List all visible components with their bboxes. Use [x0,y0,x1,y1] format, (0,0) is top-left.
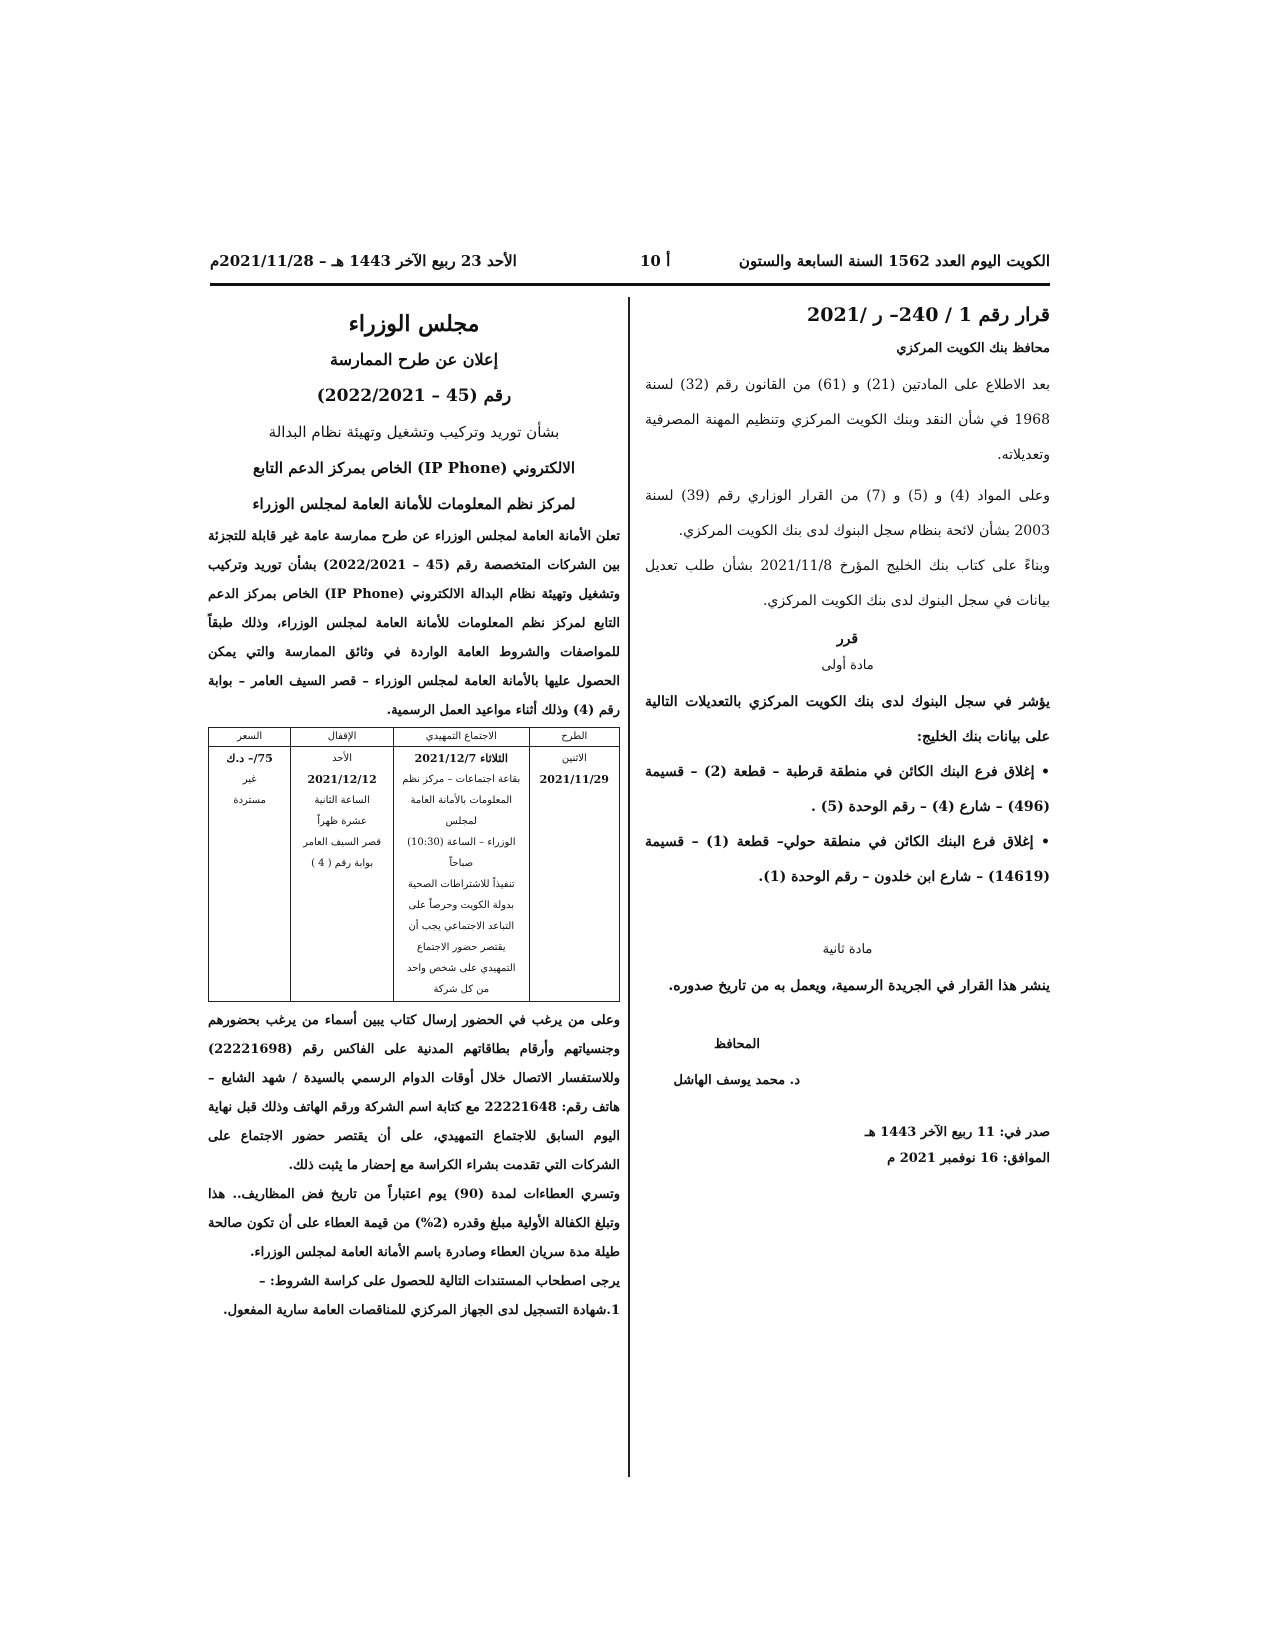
header-closing: الإقفال [291,728,394,747]
price-line: غير [242,774,257,785]
meeting-cell [393,747,529,1002]
closing-cell [291,747,394,1002]
closing-line: عشرة ظهراً [317,816,367,827]
governor-name: د. محمد يوسف الهاشل [673,1073,800,1088]
closing-line: 2021/12/12 [307,773,377,786]
tender-documents-paragraph: يرجى اصطحاب المستندات التالية للحصول على كراسة الشروط: – [258,1274,620,1289]
page-header [210,252,1050,278]
decree-preamble-1: بعد الاطلاع على المادتين (21) و (61) من القانون رقم (32) لسنة 1968 في شأن النقد وبنك الكويت المركزي وتنظيم المهنة المصرفية وتعديلاته. [645,377,1050,463]
header-issue: الكويت اليوم العدد 1562 السنة السابعة والستون [738,252,1050,270]
decree-issuer: محافظ بنك الكويت المركزي [896,341,1050,356]
price-line: مستردة [233,795,266,806]
meeting-line: يقتصر حضور الاجتماع [416,942,506,953]
article-1-bullet-1: • إغلاق فرع البنك الكائن في منطقة قرطبة – قطعة (2) – قسيمة (496) – شارع (4) – رقم الوحدة (5) . [645,764,1050,815]
header-date: الأحد 23 ربيع الآخر 1443 هـ – 2021/11/28م [210,252,517,270]
article-2-text: ينشر هذا القرار في الجريدة الرسمية، ويعمل به من تاريخ صدوره. [668,978,1050,994]
header-page-number: أ 10 [640,252,671,270]
tender-documents-item-1: 1.شهادة التسجيل لدى الجهاز المركزي للمناقصات العامة سارية المفعول. [223,1303,620,1318]
table-row [209,747,620,1002]
release-cell [529,747,619,1002]
council-title: مجلس الوزراء [348,311,480,337]
tender-intro: تعلن الأمانة العامة لمجلس الوزراء عن طرح ممارسة عامة غير قابلة للتجزئة بين الشركات المتخصصة رقم (45 – 2022/2021) بشأن توريد وتركيب وتشغيل وتهيئة نظام البدالة الالكتروني (IP Phone) الخاص بمركز الدعم التابع لمركز نظم المعلومات للأمانة العامة لمجلس الوزراء، وذلك طبقاً للمواصفات والشروط العامة الواردة في وثائق الممارسة والتي يمكن الحصول عليها بالأمانة العامة لمجلس الوزراء – قصر السيف العامر – بوابة رقم (4) وذلك أثناء مواعيد العمل الرسمية. [208,529,620,718]
tender-schedule-table [208,727,620,1002]
meeting-line: بدولة الكويت وحرصاً على [408,900,515,911]
table-header-row [209,728,620,747]
meeting-line: بقاعة اجتماعات – مركز نظم [402,774,521,785]
release-day: الاثنين [561,753,587,764]
header-release: الطرح [529,728,619,747]
corresponding-date: الموافق: 16 نوفمبر 2021 م [887,1151,1050,1166]
article-1-text: يؤشر في سجل البنوك لدى بنك الكويت المركزي بالتعديلات التالية على بيانات بنك الخليج: [645,694,1050,745]
decree-column [645,300,1050,1172]
tender-column [208,306,620,1325]
decree-preamble-2: وعلى المواد (4) و (5) و (7) من القرار الوزاري رقم (39) لسنة 2003 بشأن لائحة بنظام سجل البنوك لدى بنك الكويت المركزي. [645,488,1050,539]
release-date: 2021/11/29 [539,773,609,786]
closing-line: الأحد [332,753,353,764]
header-meeting: الاجتماع التمهيدي [393,728,529,747]
tender-validity-paragraph: وتسري العطاءات لمدة (90) يوم اعتباراً من تاريخ فض المظاريف.. هذا وتبلغ الكفالة الأولية مبلغ وقدره (2%) من قيمة العطاء على أن تكون صالحة طيلة مدة سريان العطاء وصادرة باسم الأمانة العامة لمجلس الوزراء. [208,1187,620,1260]
tender-announcement-title: إعلان عن طرح الممارسة [329,350,499,369]
closing-line: الساعة الثانية [314,795,370,806]
meeting-line: المعلومات بالأمانة العامة لمجلس [410,795,513,827]
decree-preamble-3: وبناءً على كتاب بنك الخليج المؤرخ 2021/11/8 بشأن طلب تعديل بيانات في سجل البنوك لدى بنك الكويت المركزي. [645,558,1050,609]
tender-subject-1: بشأن توريد وتركيب وتشغيل وتهيئة نظام البدالة [268,423,560,441]
meeting-line: صباحاً [449,858,474,869]
article-1-title: مادة أولى [821,658,874,673]
header-price: السعر [209,728,291,747]
meeting-line: التمهيدي على شخص واحد [406,963,516,974]
article-1-bullet-2: • إغلاق فرع البنك الكائن في منطقة حولي– قطعة (1) – قسيمة (14619) – شارع ابن خلدون – رقم الوحدة (1). [645,834,1050,885]
column-separator [628,297,630,1477]
meeting-line: الوزراء – الساعة (10:30) [407,837,516,848]
price-line: 75/– د.ك [226,752,273,765]
header-rule [210,283,1050,286]
meeting-line: الثلاثاء 2021/12/7 [414,752,508,765]
governor-title: المحافظ [714,1037,760,1052]
meeting-line: من كل شركة [433,984,490,995]
meeting-line: تنفيذاً للاشتراطات الصحية [407,879,515,890]
price-cell [209,747,291,1002]
tender-subject-3: لمركز نظم المعلومات للأمانة العامة لمجلس الوزراء [252,495,576,513]
closing-line: بوابة رقم ( 4 ) [311,858,374,869]
tender-number: رقم (45 – 2022/2021) [316,386,512,406]
issue-date: صدر في: 11 ربيع الآخر 1443 هـ [864,1125,1050,1140]
article-2-title: مادة ثانية [822,942,873,957]
decree-decided: قرر [836,631,859,647]
tender-attendance-paragraph: وعلى من يرغب في الحضور إرسال كتاب يبين أسماء من يرغب بحضورهم وجنسياتهم وأرقام بطاقاتهم المدنية على الفاكس رقم (22221698) وللاستفسار الاتصال خلال أوقات الدوام الرسمي بالسيدة / شهد الشايع – هاتف رقم: 22221648 مع كتابة اسم الشركة ورقم الهاتف وذلك قبل نهاية اليوم السابق للاجتماع التمهيدي، على أن يقتصر حضور الاجتماع على الشركات التي تقدمت بشراء الكراسة مع إحضار ما يثبت ذلك. [208,1013,620,1173]
meeting-line: التباعد الاجتماعي يجب أن [408,921,515,932]
decree-title: قرار رقم 1 / 240– ر /2021 [807,304,1050,326]
closing-line: قصر السيف العامر [303,837,382,848]
tender-subject-2: الالكتروني (IP Phone) الخاص بمركز الدعم التابع [253,459,575,477]
